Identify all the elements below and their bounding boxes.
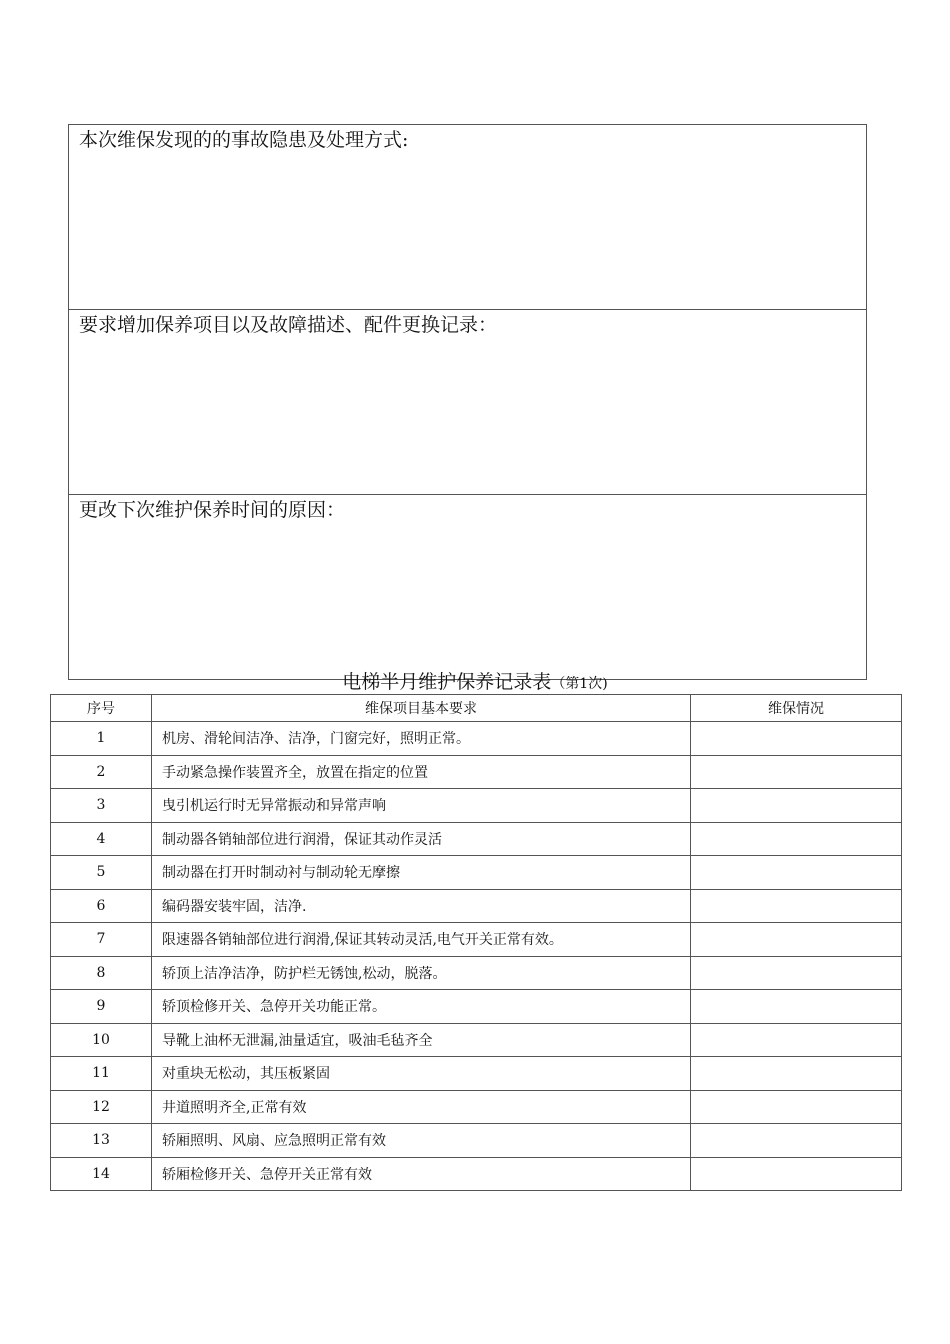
row-item: 手动紧急操作装置齐全，放置在指定的位置 [152, 755, 691, 789]
table-row [51, 856, 902, 890]
row-item: 制动器各销轴部位进行润滑，保证其动作灵活 [152, 822, 691, 856]
maintenance-notes-table [68, 124, 867, 680]
table-row [51, 1090, 902, 1124]
row-seq: 1 [51, 722, 152, 756]
row-seq: 4 [51, 822, 152, 856]
notes-row-extra-items [69, 310, 867, 495]
row-seq: 8 [51, 956, 152, 990]
row-item: 轿顶上洁净洁净，防护栏无锈蚀,松动，脱落。 [152, 956, 691, 990]
row-status-cell[interactable] [691, 722, 902, 756]
row-item: 机房、滑轮间洁净、洁净，门窗完好，照明正常。 [152, 722, 691, 756]
row-seq: 10 [51, 1023, 152, 1057]
table-row [51, 1057, 902, 1091]
row-seq: 3 [51, 789, 152, 823]
table-row [51, 1157, 902, 1191]
row-status-cell[interactable] [691, 789, 902, 823]
table-row [51, 1124, 902, 1158]
row-status-cell[interactable] [691, 755, 902, 789]
table-header-row [51, 695, 902, 722]
row-status-cell[interactable] [691, 990, 902, 1024]
row-seq: 5 [51, 856, 152, 890]
row-seq: 12 [51, 1090, 152, 1124]
reschedule-reason-label: 更改下次维护保养时间的原因： [79, 499, 346, 521]
row-status-cell[interactable] [691, 923, 902, 957]
header-status: 维保情况 [691, 695, 902, 722]
row-status-cell[interactable] [691, 822, 902, 856]
table-row [51, 956, 902, 990]
table-row [51, 789, 902, 823]
row-status-cell[interactable] [691, 889, 902, 923]
record-title [0, 670, 950, 696]
header-item: 维保项目基本要求 [152, 695, 691, 722]
row-item: 轿厢检修开关、急停开关正常有效 [152, 1157, 691, 1191]
row-seq: 11 [51, 1057, 152, 1091]
row-seq: 2 [51, 755, 152, 789]
row-item: 编码器安装牢固，洁净. [152, 889, 691, 923]
maintenance-record-table [50, 694, 902, 1191]
table-row [51, 1023, 902, 1057]
table-row [51, 822, 902, 856]
row-seq: 6 [51, 889, 152, 923]
row-item: 制动器在打开时制动衬与制动轮无摩擦 [152, 856, 691, 890]
table-row [51, 889, 902, 923]
table-row [51, 722, 902, 756]
row-item: 轿厢照明、风扇、应急照明正常有效 [152, 1124, 691, 1158]
table-row [51, 990, 902, 1024]
hazards-field[interactable] [69, 125, 867, 310]
row-item: 对重块无松动，其压板紧固 [152, 1057, 691, 1091]
extra-items-label: 要求增加保养项目以及故障描述、配件更换记录： [79, 314, 498, 336]
row-seq: 7 [51, 923, 152, 957]
row-item: 曳引机运行时无异常振动和异常声响 [152, 789, 691, 823]
reschedule-reason-field[interactable] [69, 495, 867, 680]
row-status-cell[interactable] [691, 1090, 902, 1124]
table-row [51, 923, 902, 957]
notes-row-hazards [69, 125, 867, 310]
row-status-cell[interactable] [691, 1157, 902, 1191]
row-seq: 9 [51, 990, 152, 1024]
table-row [51, 755, 902, 789]
row-item: 井道照明齐全,正常有效 [152, 1090, 691, 1124]
row-seq: 13 [51, 1124, 152, 1158]
row-item: 限速器各销轴部位进行润滑,保证其转动灵活,电气开关正常有效。 [152, 923, 691, 957]
header-seq: 序号 [51, 695, 152, 722]
row-item: 导靴上油杯无泄漏,油量适宜，吸油毛毡齐全 [152, 1023, 691, 1057]
row-status-cell[interactable] [691, 1023, 902, 1057]
notes-row-reschedule [69, 495, 867, 680]
row-seq: 14 [51, 1157, 152, 1191]
hazards-label: 本次维保发现的的事故隐患及处理方式: [79, 129, 409, 151]
row-item: 轿顶检修开关、急停开关功能正常。 [152, 990, 691, 1024]
row-status-cell[interactable] [691, 1124, 902, 1158]
row-status-cell[interactable] [691, 856, 902, 890]
extra-items-field[interactable] [69, 310, 867, 495]
record-subtitle: （第1次) [551, 676, 608, 692]
row-status-cell[interactable] [691, 956, 902, 990]
record-title-text: 电梯半月维护保养记录表 [342, 671, 552, 693]
row-status-cell[interactable] [691, 1057, 902, 1091]
